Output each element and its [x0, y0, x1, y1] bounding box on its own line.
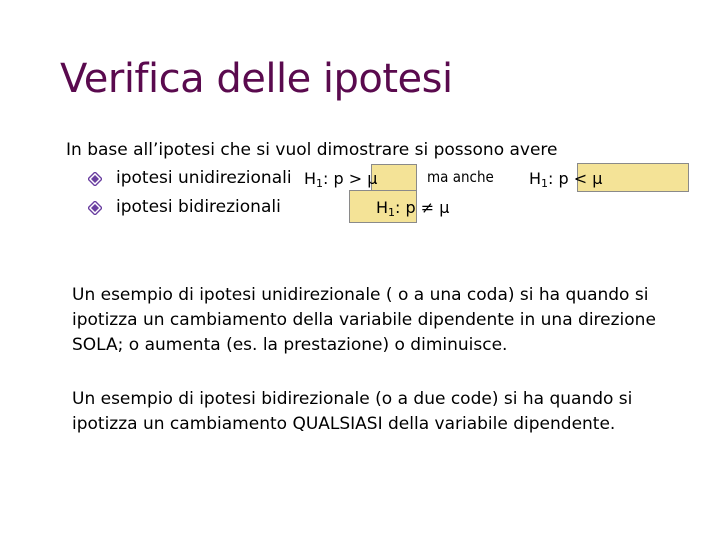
h-letter: H — [376, 198, 389, 217]
h-letter: H — [304, 169, 317, 188]
h-subscript: 1 — [316, 177, 324, 190]
formula-greater: : p > μ — [323, 169, 378, 188]
h-subscript: 1 — [388, 206, 396, 219]
bullet-label: ipotesi unidirezionali — [116, 168, 292, 188]
formula-notequal: : p ≠ μ — [395, 198, 450, 217]
paragraph-bidirectional: Un esempio di ipotesi bidirezionale (o a due code) si ha quando si ipotizza un cambiamento QUALSIASI della variabile dipendente. — [72, 389, 633, 434]
bullet-label: ipotesi bidirezionali — [116, 197, 281, 217]
formula-less: : p < μ — [548, 169, 603, 188]
hypothesis-greater — [304, 168, 377, 190]
diamond-bullet-icon — [88, 172, 102, 186]
h-letter: H — [529, 169, 542, 188]
paragraph-unidirectional: Un esempio di ipotesi unidirezionale ( o a una coda) si ha quando si ipotizza un cambiamento della variabile dipendente in una direzione SOLA; o aumenta (es. la prestazione) o diminuisce. — [72, 285, 656, 355]
hypothesis-highlight-greater — [371, 164, 417, 192]
hypothesis-notequal — [376, 197, 449, 219]
hypothesis-less — [529, 168, 602, 190]
intro-text: In base all’ipotesi che si vuol dimostrare si possono avere — [66, 140, 558, 160]
connector-text: ma anche — [427, 168, 494, 186]
diamond-bullet-icon — [88, 201, 102, 215]
h-subscript: 1 — [541, 177, 549, 190]
slide-title: Verifica delle ipotesi — [60, 56, 453, 102]
